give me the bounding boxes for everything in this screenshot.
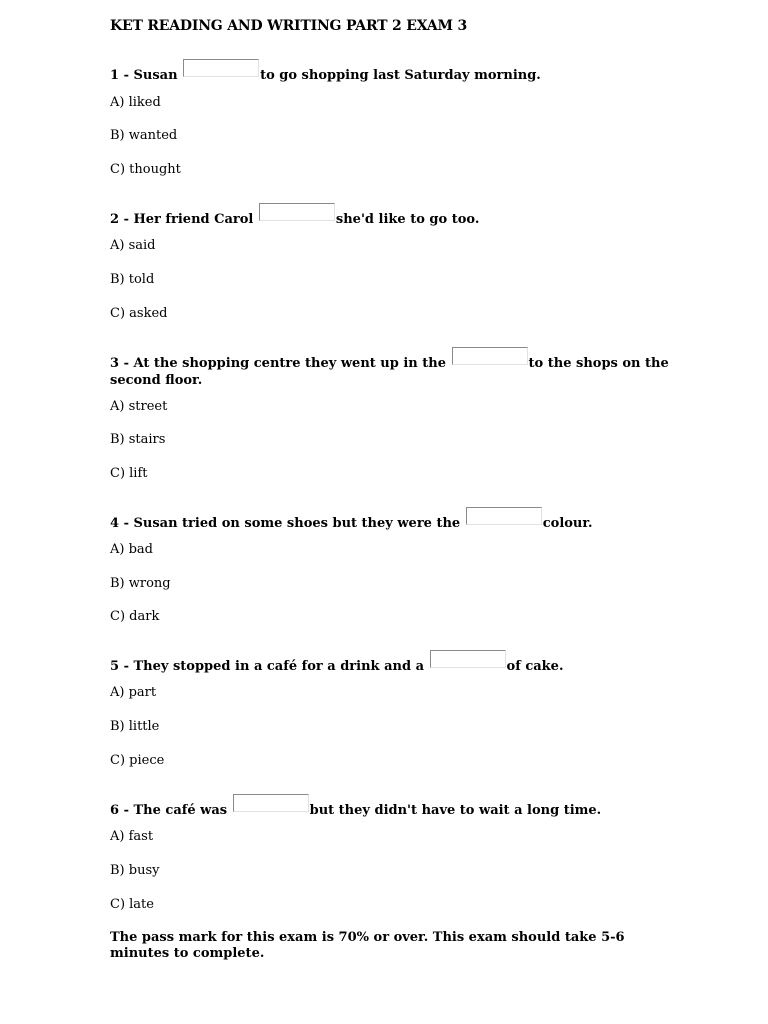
question-5 [110,650,670,675]
question-6-answer-blank[interactable] [233,794,309,812]
question-5-answer-blank[interactable] [430,650,506,668]
question-2-after: she'd like to go too. [335,212,480,227]
question-1-option-b[interactable]: B) wanted [110,128,178,143]
question-6 [110,794,670,819]
question-6-option-b[interactable]: B) busy [110,863,160,878]
question-5-option-b[interactable]: B) little [110,719,160,734]
question-2-answer-blank[interactable] [259,203,335,221]
question-5-option-c[interactable]: C) piece [110,753,165,768]
question-4-answer-blank[interactable] [466,507,542,525]
question-4-option-c[interactable]: C) dark [110,609,160,624]
question-1-option-c[interactable]: C) thought [110,162,181,177]
question-1 [110,59,670,84]
question-6-option-c[interactable]: C) late [110,897,154,912]
question-2-option-c[interactable]: C) asked [110,306,168,321]
question-4-before: 4 - Susan tried on some shoes but they were the [110,516,461,531]
question-3-after: to the shops on the second floor. [110,356,669,388]
question-1-after: to go shopping last Saturday morning. [260,68,541,83]
question-1-before: 1 - Susan [110,68,178,83]
question-4 [110,507,670,532]
question-2-option-b[interactable]: B) told [110,272,155,287]
question-2-before: 2 - Her friend Carol [110,212,254,227]
question-2 [110,203,670,228]
question-1-option-a[interactable]: A) liked [110,95,161,110]
question-5-after: of cake. [506,659,564,674]
question-4-after: colour. [542,516,593,531]
question-6-option-a[interactable]: A) fast [110,829,154,844]
question-4-option-b[interactable]: B) wrong [110,576,171,591]
exam-title: KET READING AND WRITING PART 2 EXAM 3 [110,18,468,34]
question-5-option-a[interactable]: A) part [110,685,157,700]
question-3-answer-blank[interactable] [452,347,528,365]
question-6-before: 6 - The café was [110,803,228,818]
question-3-option-b[interactable]: B) stairs [110,432,166,447]
pass-mark-note: The pass mark for this exam is 70% or over. This exam should take 5-6 minutes to complete. [110,930,625,961]
question-3-option-c[interactable]: C) lift [110,466,148,481]
question-6-after: but they didn't have to wait a long time. [309,803,602,818]
question-4-option-a[interactable]: A) bad [110,542,153,557]
question-2-option-a[interactable]: A) said [110,238,156,253]
question-3 [110,347,670,389]
question-3-option-a[interactable]: A) street [110,399,168,414]
question-5-before: 5 - They stopped in a café for a drink and a [110,659,424,674]
question-1-answer-blank[interactable] [183,59,259,77]
question-3-before: 3 - At the shopping centre they went up in the [110,356,447,371]
